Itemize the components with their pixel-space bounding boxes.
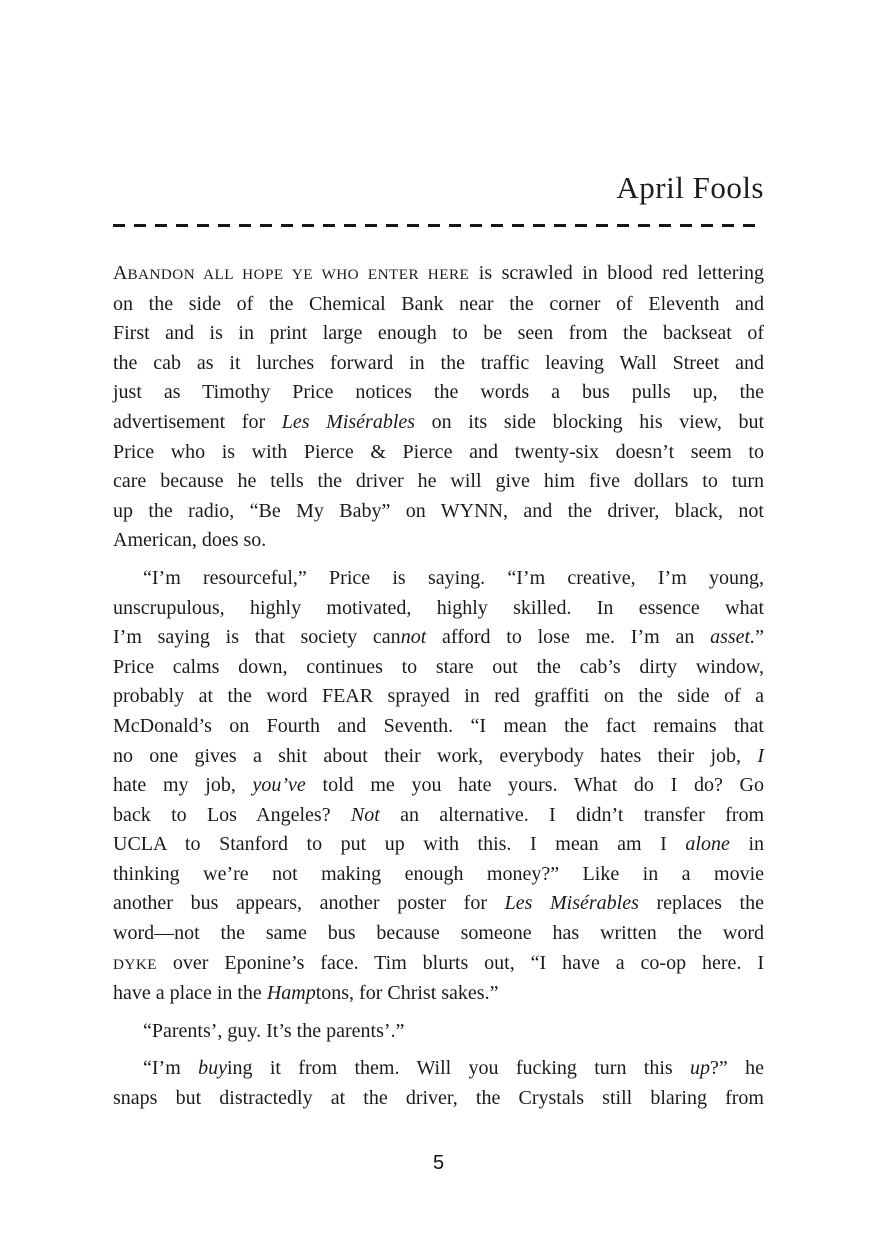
text-run: ?” he <box>710 1057 764 1080</box>
text-run: McDonald’s on Fourth and Seventh. “I mean the fact remains that <box>113 714 764 737</box>
text-run: “I’m resourceful,” Price is saying. “I’m creative, I’m young, <box>143 566 764 589</box>
page-content <box>113 168 764 1114</box>
text-run: unscrupulous, highly motivated, highly skilled. In essence what <box>113 596 764 619</box>
italic-text-run: alone <box>685 833 730 856</box>
text-run: I’m saying is that society can <box>113 626 401 649</box>
text-run: snaps but distractedly at the driver, the Crystals still blaring from <box>113 1087 764 1110</box>
text-run: in <box>729 833 765 856</box>
text-run: afford to lose me. I’m an <box>426 626 711 649</box>
italic-text-run: Hamp <box>266 982 316 1005</box>
italic-text-run: Les Misérables <box>281 410 416 433</box>
text-run: advertisement for <box>113 410 282 433</box>
italic-text-run: I <box>757 744 764 767</box>
text-line <box>113 526 764 556</box>
text-run: an alternative. I didn’t transfer from <box>379 803 764 826</box>
text-line <box>113 889 764 919</box>
text-line <box>113 830 764 860</box>
text-run: up the radio, “Be My Baby” on WYNN, and the driver, black, not <box>113 499 764 522</box>
text-line <box>113 594 764 624</box>
text-line <box>113 653 764 683</box>
text-run: the cab as it lurches forward in the traffic leaving Wall Street and <box>113 351 764 374</box>
text-line <box>113 979 764 1009</box>
smallcaps-text-run: DYKE <box>113 955 158 973</box>
text-run: word—not the same bus because someone has written the word <box>113 922 764 945</box>
text-line <box>113 497 764 527</box>
italic-text-run: Not <box>350 803 380 826</box>
chapter-title-divider <box>113 224 764 227</box>
text-run: “Parents’, guy. It’s the parents’.” <box>143 1019 405 1042</box>
text-run: told me you hate yours. What do I do? Go <box>305 774 764 797</box>
text-line <box>113 949 764 980</box>
text-run: is scrawled in blood red lettering <box>469 262 764 284</box>
text-run: over Eponine’s face. Tim blurts out, “I have a co-op here. I <box>157 951 764 974</box>
text-line <box>113 290 764 320</box>
text-line <box>113 1054 764 1084</box>
text-line <box>113 801 764 831</box>
text-run: American, does so. <box>113 529 267 552</box>
text-line <box>113 319 764 349</box>
text-run: have a place in the <box>113 982 267 1005</box>
paragraph <box>113 1017 764 1047</box>
italic-text-run: asset. <box>710 626 756 649</box>
text-line <box>113 682 764 712</box>
text-line <box>113 742 764 772</box>
text-run: Price calms down, continues to stare out the cab’s dirty window, <box>113 655 764 678</box>
text-run: no one gives a shit about their work, everybody hates their job, <box>113 744 758 767</box>
text-line <box>113 771 764 801</box>
text-run: ing it from them. Will you fucking turn this <box>226 1057 691 1080</box>
text-line <box>113 623 764 653</box>
text-line <box>113 259 764 290</box>
text-run: ” <box>755 626 764 649</box>
text-line <box>113 378 764 408</box>
paragraph <box>113 259 764 556</box>
text-run: care because he tells the driver he will give him five dollars to turn <box>113 470 764 493</box>
text-run: on the side of the Chemical Bank near the corner of Eleventh and <box>113 292 764 315</box>
text-run: tons, for Christ sakes.” <box>315 982 499 1005</box>
body-text <box>113 259 764 1114</box>
text-line <box>113 712 764 742</box>
chapter-title: April Fools <box>616 170 764 205</box>
paragraph <box>113 1054 764 1113</box>
italic-text-run: not <box>400 626 427 649</box>
text-run: on its side blocking his view, but <box>415 410 764 433</box>
text-run: probably at the word FEAR sprayed in red graffiti on the side of a <box>113 685 764 708</box>
text-run: hate my job, <box>113 774 253 797</box>
smallcaps-text-run: BANDON ALL HOPE YE WHO ENTER HERE <box>127 266 470 283</box>
paragraph <box>113 564 764 1009</box>
text-line <box>113 438 764 468</box>
text-run: UCLA to Stanford to put up with this. I mean am I <box>113 833 686 856</box>
italic-text-run: you’ve <box>252 774 306 797</box>
text-line <box>113 1084 764 1114</box>
text-line <box>113 467 764 497</box>
text-line <box>113 564 764 594</box>
italic-text-run: Les Misérables <box>504 892 639 915</box>
text-run: A <box>113 262 128 284</box>
text-run: back to Los Angeles? <box>113 803 351 826</box>
text-run: another bus appears, another poster for <box>113 892 505 915</box>
text-line <box>113 408 764 438</box>
text-line <box>113 349 764 379</box>
text-run: thinking we’re not making enough money?” Like in a movie <box>113 862 764 885</box>
text-line <box>113 919 764 949</box>
text-run: First and is in print large enough to be seen from the backseat of <box>113 322 764 345</box>
text-run: replaces the <box>638 892 764 915</box>
italic-text-run: up <box>690 1057 711 1080</box>
italic-text-run: buy <box>198 1057 227 1080</box>
text-run: “I’m <box>143 1057 199 1080</box>
text-run: Price who is with Pierce & Pierce and twenty-six doesn’t seem to <box>113 440 764 463</box>
text-line <box>113 1017 764 1047</box>
text-line <box>113 860 764 890</box>
text-run: just as Timothy Price notices the words a bus pulls up, the <box>113 381 764 404</box>
page-number: 5 <box>432 1152 445 1174</box>
